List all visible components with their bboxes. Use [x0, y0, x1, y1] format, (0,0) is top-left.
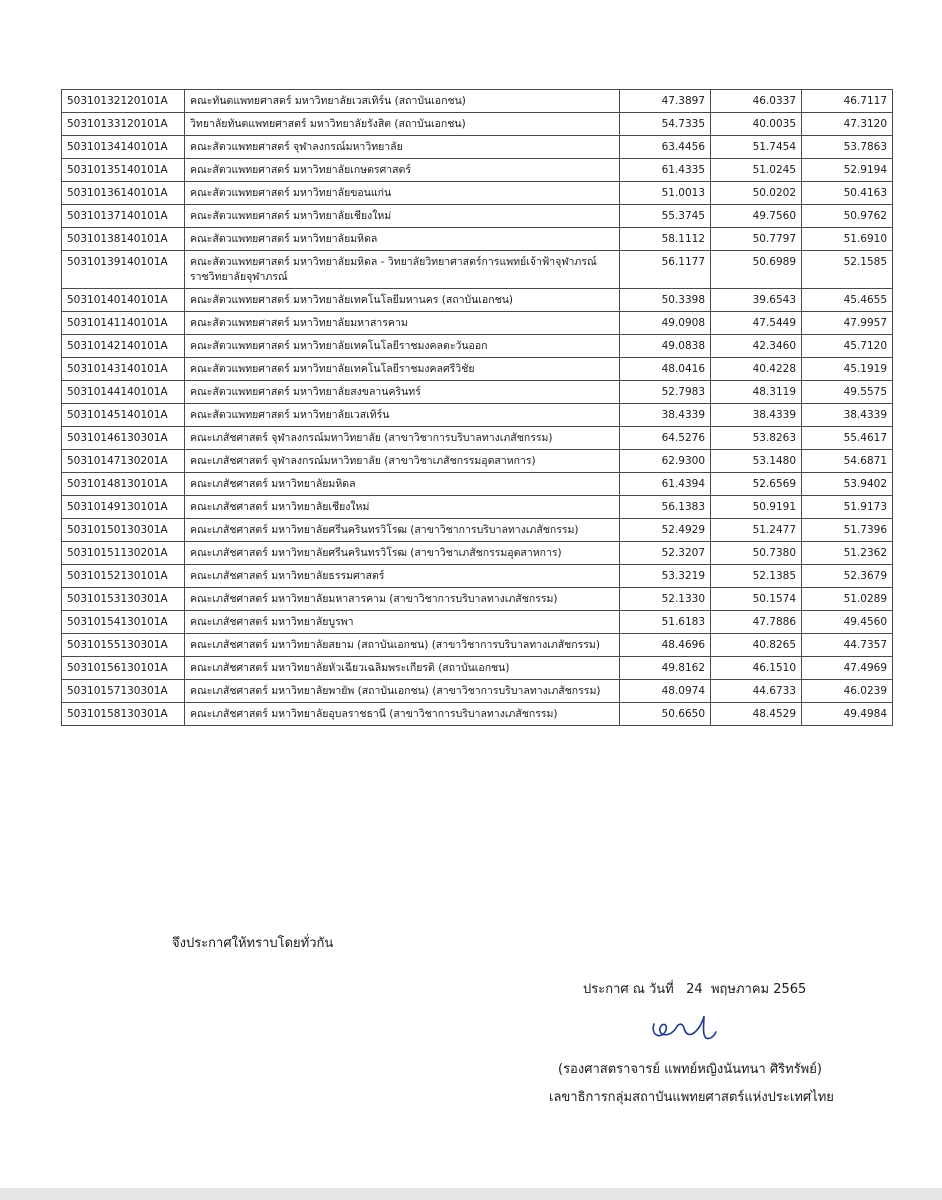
table-row — [62, 381, 893, 404]
score-table-body — [62, 90, 893, 726]
program-name-cell: คณะสัตวแพทยศาสตร์ มหาวิทยาลัยมหิดล - วิทยาลัยวิทยาศาสตร์การแพทย์เจ้าฟ้าจุฬาภรณ์ ราชวิทยาลัยจุฬาภรณ์ — [185, 251, 620, 289]
table-row — [62, 404, 893, 427]
score-cell-1: 49.0908 — [620, 312, 711, 335]
table-row — [62, 335, 893, 358]
score-cell-2: 50.7380 — [711, 542, 802, 565]
program-code-cell: 50310157130301A — [62, 680, 185, 703]
table-row — [62, 450, 893, 473]
score-cell-3: 49.4560 — [802, 611, 893, 634]
table-row — [62, 634, 893, 657]
score-cell-2: 50.0202 — [711, 182, 802, 205]
program-name-cell: คณะเภสัชศาสตร์ มหาวิทยาลัยอุบลราชธานี (สาขาวิชาการบริบาลทางเภสัชกรรม) — [185, 703, 620, 726]
program-code-cell: 50310137140101A — [62, 205, 185, 228]
score-cell-2: 47.7886 — [711, 611, 802, 634]
closing-statement: จึงประกาศให้ทราบโดยทั่วกัน — [172, 936, 334, 951]
program-name-cell: คณะสัตวแพทยศาสตร์ มหาวิทยาลัยมหาสารคาม — [185, 312, 620, 335]
table-row — [62, 205, 893, 228]
signer-name: (รองศาสตราจารย์ แพทย์หญิงนันทนา ศิริทรัพย์) — [558, 1062, 822, 1077]
score-cell-1: 56.1177 — [620, 251, 711, 289]
program-name-cell: คณะเภสัชศาสตร์ มหาวิทยาลัยสยาม (สถาบันเอกชน) (สาขาวิชาการบริบาลทางเภสัชกรรม) — [185, 634, 620, 657]
program-code-cell: 50310132120101A — [62, 90, 185, 113]
program-code-cell: 50310136140101A — [62, 182, 185, 205]
score-cell-2: 49.7560 — [711, 205, 802, 228]
program-name-cell: คณะสัตวแพทยศาสตร์ มหาวิทยาลัยขอนแก่น — [185, 182, 620, 205]
program-name-cell: คณะเภสัชศาสตร์ มหาวิทยาลัยเชียงใหม่ — [185, 496, 620, 519]
program-code-cell: 50310147130201A — [62, 450, 185, 473]
program-code-cell: 50310142140101A — [62, 335, 185, 358]
table-row — [62, 427, 893, 450]
page-bottom-edge — [0, 1188, 942, 1200]
program-code-cell: 50310158130301A — [62, 703, 185, 726]
table-row — [62, 113, 893, 136]
score-cell-2: 51.2477 — [711, 519, 802, 542]
score-cell-1: 55.3745 — [620, 205, 711, 228]
score-cell-2: 48.3119 — [711, 381, 802, 404]
score-cell-2: 40.4228 — [711, 358, 802, 381]
program-name-cell: คณะสัตวแพทยศาสตร์ มหาวิทยาลัยมหิดล — [185, 228, 620, 251]
score-cell-3: 55.4617 — [802, 427, 893, 450]
score-cell-2: 48.4529 — [711, 703, 802, 726]
program-name-cell: คณะเภสัชศาสตร์ จุฬาลงกรณ์มหาวิทยาลัย (สาขาวิชาเภสัชกรรมอุตสาหการ) — [185, 450, 620, 473]
date-prefix: ประกาศ ณ วันที่ — [583, 982, 674, 997]
table-row — [62, 136, 893, 159]
program-name-cell: คณะทันตแพทยศาสตร์ มหาวิทยาลัยเวสเทิร์น (สถาบันเอกชน) — [185, 90, 620, 113]
score-cell-1: 47.3897 — [620, 90, 711, 113]
program-name-cell: คณะสัตวแพทยศาสตร์ มหาวิทยาลัยเชียงใหม่ — [185, 205, 620, 228]
score-cell-3: 45.1919 — [802, 358, 893, 381]
score-cell-1: 52.4929 — [620, 519, 711, 542]
score-cell-3: 52.9194 — [802, 159, 893, 182]
score-cell-2: 46.1510 — [711, 657, 802, 680]
score-cell-3: 46.0239 — [802, 680, 893, 703]
score-cell-1: 48.4696 — [620, 634, 711, 657]
program-name-cell: คณะเภสัชศาสตร์ มหาวิทยาลัยบูรพา — [185, 611, 620, 634]
score-cell-3: 38.4339 — [802, 404, 893, 427]
program-name-cell: คณะสัตวแพทยศาสตร์ มหาวิทยาลัยเทคโนโลยีมหานคร (สถาบันเอกชน) — [185, 289, 620, 312]
table-row — [62, 90, 893, 113]
program-name-cell: คณะเภสัชศาสตร์ มหาวิทยาลัยมหาสารคาม (สาขาวิชาการบริบาลทางเภสัชกรรม) — [185, 588, 620, 611]
program-name-cell: คณะเภสัชศาสตร์ มหาวิทยาลัยพายัพ (สถาบันเอกชน) (สาขาวิชาการบริบาลทางเภสัชกรรม) — [185, 680, 620, 703]
program-code-cell: 50310143140101A — [62, 358, 185, 381]
program-code-cell: 50310144140101A — [62, 381, 185, 404]
score-cell-3: 51.6910 — [802, 228, 893, 251]
program-code-cell: 50310141140101A — [62, 312, 185, 335]
program-code-cell: 50310148130101A — [62, 473, 185, 496]
score-cell-3: 51.0289 — [802, 588, 893, 611]
program-name-cell: คณะเภสัชศาสตร์ มหาวิทยาลัยหัวเฉียวเฉลิมพระเกียรติ (สถาบันเอกชน) — [185, 657, 620, 680]
table-row — [62, 611, 893, 634]
score-cell-1: 51.6183 — [620, 611, 711, 634]
program-code-cell: 50310150130301A — [62, 519, 185, 542]
score-cell-3: 49.5575 — [802, 381, 893, 404]
score-cell-1: 53.3219 — [620, 565, 711, 588]
table-row — [62, 312, 893, 335]
score-cell-3: 45.7120 — [802, 335, 893, 358]
score-cell-1: 49.0838 — [620, 335, 711, 358]
score-cell-3: 50.4163 — [802, 182, 893, 205]
program-code-cell: 50310140140101A — [62, 289, 185, 312]
signer-title: เลขาธิการกลุ่มสถาบันแพทยศาสตร์แห่งประเทศไทย — [549, 1090, 834, 1105]
score-cell-1: 58.1112 — [620, 228, 711, 251]
score-cell-1: 52.1330 — [620, 588, 711, 611]
score-cell-2: 53.1480 — [711, 450, 802, 473]
score-cell-3: 53.9402 — [802, 473, 893, 496]
table-row — [62, 657, 893, 680]
table-row — [62, 588, 893, 611]
program-name-cell: คณะเภสัชศาสตร์ มหาวิทยาลัยศรีนครินทรวิโรฒ (สาขาวิชาการบริบาลทางเภสัชกรรม) — [185, 519, 620, 542]
score-cell-3: 47.3120 — [802, 113, 893, 136]
score-cell-2: 53.8263 — [711, 427, 802, 450]
score-table — [61, 89, 893, 726]
table-row — [62, 703, 893, 726]
score-cell-2: 40.8265 — [711, 634, 802, 657]
score-cell-2: 38.4339 — [711, 404, 802, 427]
score-cell-1: 50.6650 — [620, 703, 711, 726]
program-code-cell: 50310153130301A — [62, 588, 185, 611]
score-cell-3: 51.7396 — [802, 519, 893, 542]
program-name-cell: วิทยาลัยทันตแพทยศาสตร์ มหาวิทยาลัยรังสิต (สถาบันเอกชน) — [185, 113, 620, 136]
table-row — [62, 358, 893, 381]
score-cell-1: 61.4335 — [620, 159, 711, 182]
program-code-cell: 50310155130301A — [62, 634, 185, 657]
score-cell-1: 54.7335 — [620, 113, 711, 136]
table-row — [62, 565, 893, 588]
score-cell-2: 52.1385 — [711, 565, 802, 588]
program-name-cell: คณะเภสัชศาสตร์ มหาวิทยาลัยมหิดล — [185, 473, 620, 496]
score-cell-3: 51.9173 — [802, 496, 893, 519]
signature — [648, 1014, 718, 1048]
score-cell-2: 39.6543 — [711, 289, 802, 312]
score-cell-3: 49.4984 — [802, 703, 893, 726]
program-code-cell: 50310152130101A — [62, 565, 185, 588]
program-name-cell: คณะสัตวแพทยศาสตร์ มหาวิทยาลัยเทคโนโลยีราชมงคลศรีวิชัย — [185, 358, 620, 381]
score-cell-1: 64.5276 — [620, 427, 711, 450]
program-code-cell: 50310138140101A — [62, 228, 185, 251]
program-code-cell: 50310139140101A — [62, 251, 185, 289]
score-cell-3: 47.9957 — [802, 312, 893, 335]
program-name-cell: คณะสัตวแพทยศาสตร์ มหาวิทยาลัยเทคโนโลยีราชมงคลตะวันออก — [185, 335, 620, 358]
score-cell-2: 52.6569 — [711, 473, 802, 496]
score-cell-1: 52.7983 — [620, 381, 711, 404]
table-row — [62, 182, 893, 205]
score-cell-1: 48.0416 — [620, 358, 711, 381]
score-cell-3: 47.4969 — [802, 657, 893, 680]
score-cell-2: 42.3460 — [711, 335, 802, 358]
score-cell-1: 52.3207 — [620, 542, 711, 565]
score-cell-1: 63.4456 — [620, 136, 711, 159]
table-row — [62, 159, 893, 182]
score-cell-1: 56.1383 — [620, 496, 711, 519]
program-name-cell: คณะเภสัชศาสตร์ มหาวิทยาลัยธรรมศาสตร์ — [185, 565, 620, 588]
score-cell-3: 45.4655 — [802, 289, 893, 312]
table-row — [62, 496, 893, 519]
score-cell-1: 51.0013 — [620, 182, 711, 205]
date-month-year: พฤษภาคม 2565 — [710, 982, 807, 997]
score-cell-2: 47.5449 — [711, 312, 802, 335]
program-name-cell: คณะสัตวแพทยศาสตร์ จุฬาลงกรณ์มหาวิทยาลัย — [185, 136, 620, 159]
program-name-cell: คณะเภสัชศาสตร์ จุฬาลงกรณ์มหาวิทยาลัย (สาขาวิชาการบริบาลทางเภสัชกรรม) — [185, 427, 620, 450]
program-code-cell: 50310154130101A — [62, 611, 185, 634]
table-row — [62, 542, 893, 565]
score-cell-2: 40.0035 — [711, 113, 802, 136]
table-row — [62, 473, 893, 496]
score-cell-3: 52.1585 — [802, 251, 893, 289]
score-cell-2: 51.7454 — [711, 136, 802, 159]
program-code-cell: 50310151130201A — [62, 542, 185, 565]
table-row — [62, 289, 893, 312]
table-row — [62, 680, 893, 703]
score-cell-3: 51.2362 — [802, 542, 893, 565]
score-cell-3: 53.7863 — [802, 136, 893, 159]
score-cell-1: 50.3398 — [620, 289, 711, 312]
score-cell-2: 50.9191 — [711, 496, 802, 519]
score-cell-3: 52.3679 — [802, 565, 893, 588]
score-cell-1: 49.8162 — [620, 657, 711, 680]
score-cell-3: 46.7117 — [802, 90, 893, 113]
score-cell-2: 50.1574 — [711, 588, 802, 611]
program-code-cell: 50310156130101A — [62, 657, 185, 680]
score-cell-2: 51.0245 — [711, 159, 802, 182]
score-cell-3: 44.7357 — [802, 634, 893, 657]
announcement-date — [583, 978, 806, 999]
program-name-cell: คณะสัตวแพทยศาสตร์ มหาวิทยาลัยเกษตรศาสตร์ — [185, 159, 620, 182]
score-cell-2: 50.6989 — [711, 251, 802, 289]
score-cell-1: 48.0974 — [620, 680, 711, 703]
score-cell-2: 44.6733 — [711, 680, 802, 703]
program-code-cell: 50310135140101A — [62, 159, 185, 182]
program-code-cell: 50310149130101A — [62, 496, 185, 519]
score-cell-2: 46.0337 — [711, 90, 802, 113]
program-code-cell: 50310133120101A — [62, 113, 185, 136]
table-row — [62, 228, 893, 251]
program-code-cell: 50310145140101A — [62, 404, 185, 427]
score-cell-3: 50.9762 — [802, 205, 893, 228]
program-code-cell: 50310134140101A — [62, 136, 185, 159]
program-name-cell: คณะเภสัชศาสตร์ มหาวิทยาลัยศรีนครินทรวิโรฒ (สาขาวิชาเภสัชกรรมอุตสาหการ) — [185, 542, 620, 565]
score-cell-1: 62.9300 — [620, 450, 711, 473]
score-cell-1: 38.4339 — [620, 404, 711, 427]
program-name-cell: คณะสัตวแพทยศาสตร์ มหาวิทยาลัยเวสเทิร์น — [185, 404, 620, 427]
score-cell-1: 61.4394 — [620, 473, 711, 496]
program-code-cell: 50310146130301A — [62, 427, 185, 450]
program-name-cell: คณะสัตวแพทยศาสตร์ มหาวิทยาลัยสงขลานครินทร์ — [185, 381, 620, 404]
score-cell-2: 50.7797 — [711, 228, 802, 251]
score-cell-3: 54.6871 — [802, 450, 893, 473]
table-row — [62, 519, 893, 542]
date-day: 24 — [686, 982, 703, 997]
table-row — [62, 251, 893, 289]
